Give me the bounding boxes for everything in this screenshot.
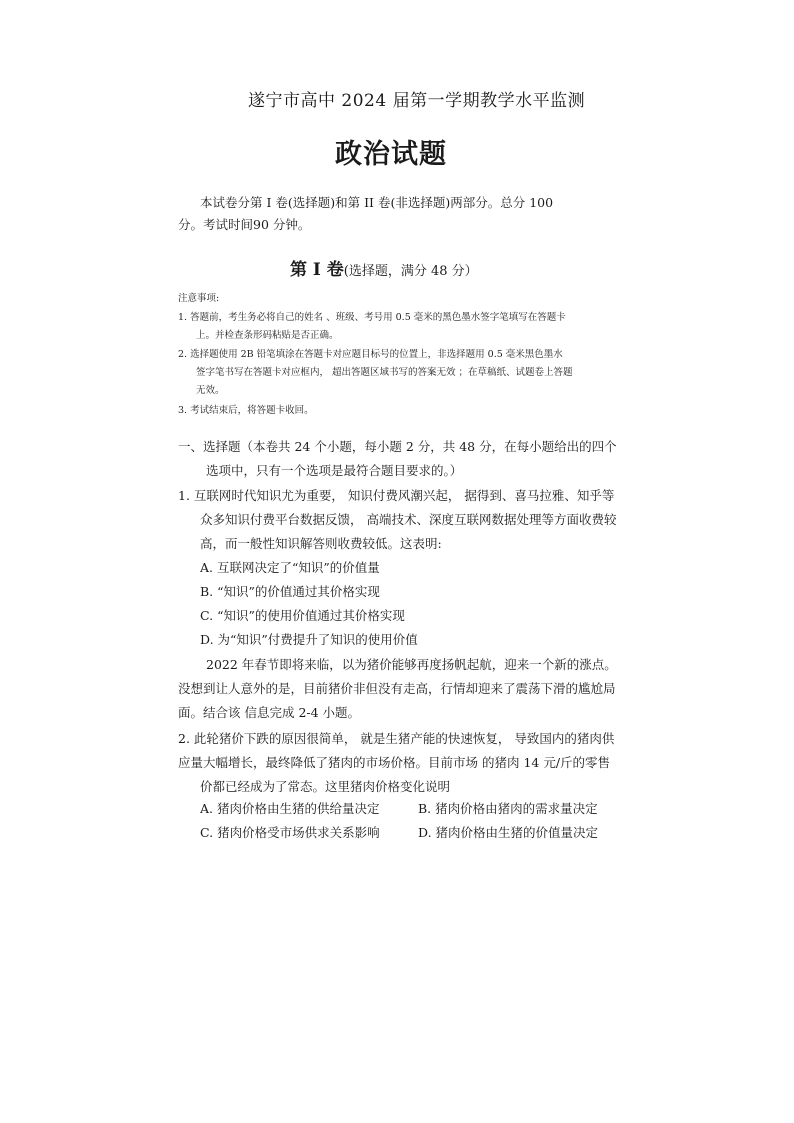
part-1-heading-sub: (选择题，满分 48 分） xyxy=(343,264,478,279)
question-1-stem-line-2: 众多知识付费平台数据反馈， 高端技术、深度互联网数据处理等方面收费较 xyxy=(200,512,617,527)
question-1-option-b: B. “知识”的价值通过其价格实现 xyxy=(200,584,380,599)
question-2-option-d: D. 猪肉价格由生猪的价值量决定 xyxy=(418,825,599,840)
material-line-2: 没想到让人意外的是，目前猪价非但没有走高，行情却迎来了震荡下滑的尴尬局 xyxy=(178,681,616,696)
question-1-option-a: A. 互联网决定了“知识”的价值量 xyxy=(200,560,380,575)
exam-subtitle: 遂宁市高中 2024 届第一学期教学水平监测 xyxy=(248,91,586,111)
note-2-line-3: 无效。 xyxy=(196,385,225,396)
notes-title: 注意事项: xyxy=(178,293,220,304)
question-2-option-c: C. 猪肉价格受市场供求关系影响 xyxy=(200,825,380,840)
part-1-heading-main: 第 Ⅰ 卷 xyxy=(290,260,344,280)
note-2-line-1: 2. 选择题使用 2B 铅笔填涂在答题卡对应题目标号的位置上，非选择题用 0.5 毫米黑色墨水 xyxy=(178,349,563,360)
question-2-stem-line-1: 2. 此轮猪价下跌的原因很简单， 就是生猪产能的快速恢复， 导致国内的猪肉供 xyxy=(178,731,615,746)
question-1-stem-line-1: 1. 互联网时代知识尤为重要， 知识付费风潮兴起， 据得到、喜马拉雅、知乎等 xyxy=(178,488,615,503)
section-1-header-line-1: 一、选择题（本卷共 24 个小题，每小题 2 分，共 48 分，在每小题给出的四个 xyxy=(178,439,617,454)
intro-line-1: 本试卷分第 I 卷(选择题)和第 II 卷(非选择题)两部分。总分 100 xyxy=(200,195,554,210)
exam-title: 政治试题 xyxy=(335,139,447,170)
question-1-stem-line-3: 高，而一般性知识解答则收费较低。这表明: xyxy=(200,536,442,551)
question-2-stem-line-3: 价都已经成为了常态。这里猪肉价格变化说明 xyxy=(200,779,451,794)
part-1-heading xyxy=(290,255,478,280)
material-line-3: 面。结合该 信息完成 2-4 小题。 xyxy=(178,705,361,720)
question-1-option-c: C. “知识”的使用价值通过其价格实现 xyxy=(200,608,405,623)
question-2-option-a: A. 猪肉价格由生猪的供给量决定 xyxy=(200,801,380,816)
note-1-line-1: 1. 答题前，考生务必将自己的姓名 、班级、考号用 0.5 毫米的黑色墨水签字笔填写在答题卡 xyxy=(178,312,566,323)
note-2-line-2: 签字笔书写在答题卡对应框内， 超出答题区域书写的答案无效 ；在草稿纸、试题卷上答题 xyxy=(196,367,573,378)
question-2-option-b: B. 猪肉价格由猪肉的需求量决定 xyxy=(418,801,598,816)
question-1-option-d: D. 为“知识”付费提升了知识的使用价值 xyxy=(200,632,418,647)
note-3: 3. 考试结束后，将答题卡收回。 xyxy=(178,405,314,416)
note-1-line-2: 上。并检查条形码粘贴是否正确。 xyxy=(196,330,339,341)
material-line-1: 2022 年春节即将来临，以为猪价能够再度扬帆起航，迎来一个新的涨点。 xyxy=(206,657,617,672)
question-2-stem-line-2: 应量大幅增长，最终降低了猪肉的市场价格。目前市场 的猪肉 14 元/斤的零售 xyxy=(178,755,611,770)
intro-line-2: 分。考试时间90 分钟。 xyxy=(178,217,311,232)
section-1-header-line-2: 选项中，只有一个选项是最符合题目要求的。） xyxy=(206,463,463,478)
